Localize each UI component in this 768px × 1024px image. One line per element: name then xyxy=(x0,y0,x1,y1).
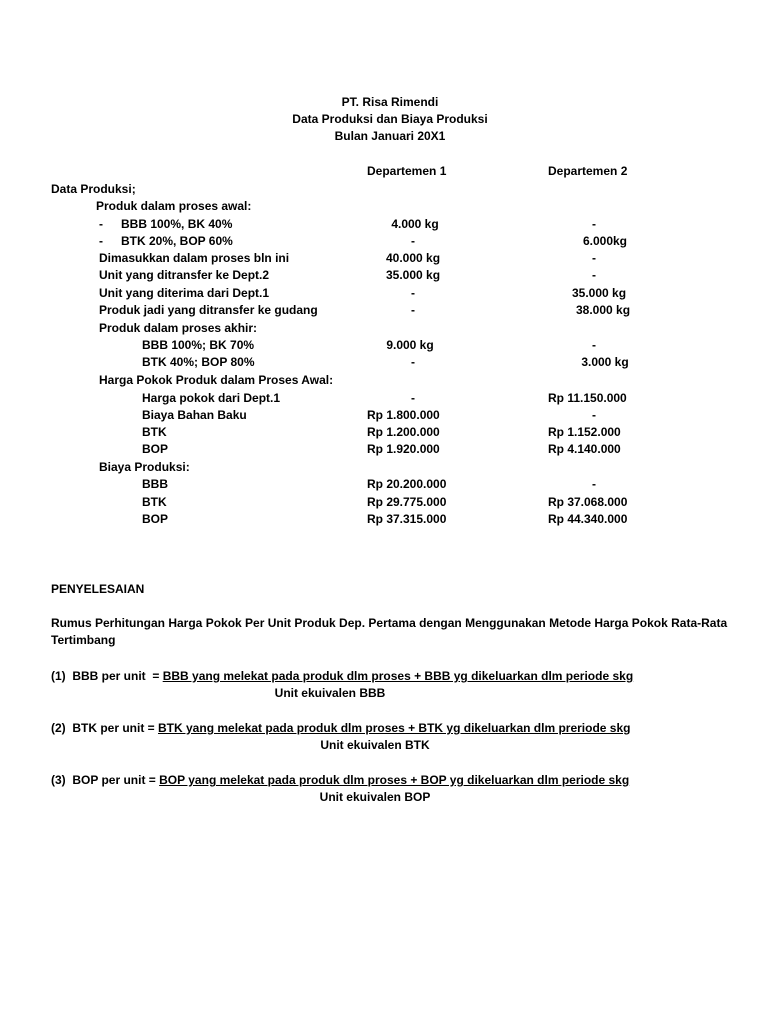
row-dept1-value: 35.000 kg xyxy=(385,268,441,282)
row-dept2-value: Rp 4.140.000 xyxy=(548,442,621,456)
formula-3 xyxy=(51,772,629,788)
row-label: BBB xyxy=(142,477,168,491)
row-dept1-value: Rp 1.200.000 xyxy=(367,425,440,439)
row-bullet: - xyxy=(99,217,103,231)
row-label: BOP xyxy=(142,442,169,456)
formula-denominator: Unit ekuivalen BBB xyxy=(274,686,386,700)
row-label: Produk jadi yang ditransfer ke gudang xyxy=(99,303,318,317)
row-dept2-value: - xyxy=(592,338,596,352)
row-label: Harga Pokok Produk dalam Proses Awal: xyxy=(99,373,334,387)
row-label: BTK xyxy=(142,425,167,439)
row-dept2-value: - xyxy=(592,251,596,265)
row-label: BBB 100%, BK 40% xyxy=(121,217,233,231)
row-label: Produk dalam proses awal: xyxy=(96,199,252,213)
formula-numerator: BTK yang melekat pada produk dlm proses + BTK yg dikeluarkan dlm preriode skg xyxy=(158,721,631,735)
formula-1 xyxy=(51,668,633,684)
row-dept2-value: Rp 11.150.000 xyxy=(548,391,627,405)
row-bullet: - xyxy=(99,234,103,248)
rumus-line-2: Tertimbang xyxy=(51,633,116,647)
row-dept2-value: - xyxy=(592,477,596,491)
row-dept2-value: Rp 1.152.000 xyxy=(548,425,621,439)
dept2-header: Departemen 2 xyxy=(548,164,628,178)
row-label: BBB 100%; BK 70% xyxy=(142,338,255,352)
row-dept1-value: 9.000 kg xyxy=(386,338,434,352)
formula-lhs: (3) BOP per unit = xyxy=(51,773,160,787)
formula-2 xyxy=(51,720,630,736)
row-label: BTK 20%, BOP 60% xyxy=(121,234,233,248)
row-label: Biaya Produksi: xyxy=(99,460,190,474)
rumus-line-1: Rumus Perhitungan Harga Pokok Per Unit Produk Dep. Pertama dengan Menggunakan Metode Harga Pokok Rata-Rata xyxy=(51,616,728,630)
row-dept1-value: Rp 29.775.000 xyxy=(367,495,447,509)
row-dept1-value: Rp 20.200.000 xyxy=(367,477,447,491)
penyelesaian-heading: PENYELESAIAN xyxy=(51,582,145,596)
data-produksi-heading: Data Produksi; xyxy=(51,182,136,196)
formula-denominator: Unit ekuivalen BOP xyxy=(319,790,431,804)
row-dept1-value: 40.000 kg xyxy=(385,251,441,265)
row-dept1-value: - xyxy=(411,391,415,405)
formula-numerator: BBB yang melekat pada produk dlm proses + BBB yg dikeluarkan dlm periode skg xyxy=(162,669,634,683)
row-dept2-value: - xyxy=(592,268,596,282)
row-dept2-value: 6.000kg xyxy=(582,234,628,248)
row-label: Unit yang diterima dari Dept.1 xyxy=(99,286,270,300)
company-name: PT. Risa Rimendi xyxy=(341,95,439,109)
row-label: BOP xyxy=(142,512,169,526)
row-dept1-value: Rp 37.315.000 xyxy=(367,512,447,526)
row-label: Biaya Bahan Baku xyxy=(142,408,247,422)
formula-denominator: Unit ekuivalen BTK xyxy=(320,738,430,752)
row-dept1-value: Rp 1.800.000 xyxy=(367,408,440,422)
period: Bulan Januari 20X1 xyxy=(334,129,446,143)
row-label: Dimasukkan dalam proses bln ini xyxy=(99,251,290,265)
row-dept1-value: - xyxy=(411,234,415,248)
formula-numerator: BOP yang melekat pada produk dlm proses + BOP yg dikeluarkan dlm periode skg xyxy=(159,773,630,787)
row-dept2-value: 38.000 kg xyxy=(575,303,631,317)
row-label: Harga pokok dari Dept.1 xyxy=(142,391,281,405)
row-label: BTK 40%; BOP 80% xyxy=(142,355,255,369)
row-dept2-value: Rp 44.340.000 xyxy=(548,512,628,526)
row-dept1-value: 4.000 kg xyxy=(391,217,439,231)
row-dept1-value: Rp 1.920.000 xyxy=(367,442,440,456)
row-label: Unit yang ditransfer ke Dept.2 xyxy=(99,268,270,282)
row-dept2-value: 35.000 kg xyxy=(571,286,627,300)
row-dept1-value: - xyxy=(411,303,415,317)
row-dept2-value: - xyxy=(592,408,596,422)
row-dept2-value: 3.000 kg xyxy=(581,355,629,369)
row-dept1-value: - xyxy=(411,355,415,369)
document-title: Data Produksi dan Biaya Produksi xyxy=(292,112,488,126)
row-label: Produk dalam proses akhir: xyxy=(99,321,258,335)
row-dept2-value: - xyxy=(592,217,596,231)
formula-lhs: (2) BTK per unit = xyxy=(51,721,159,735)
dept1-header: Departemen 1 xyxy=(367,164,447,178)
row-dept1-value: - xyxy=(411,286,415,300)
row-label: BTK xyxy=(142,495,167,509)
row-dept2-value: Rp 37.068.000 xyxy=(548,495,628,509)
formula-lhs: (1) BBB per unit = xyxy=(51,669,163,683)
